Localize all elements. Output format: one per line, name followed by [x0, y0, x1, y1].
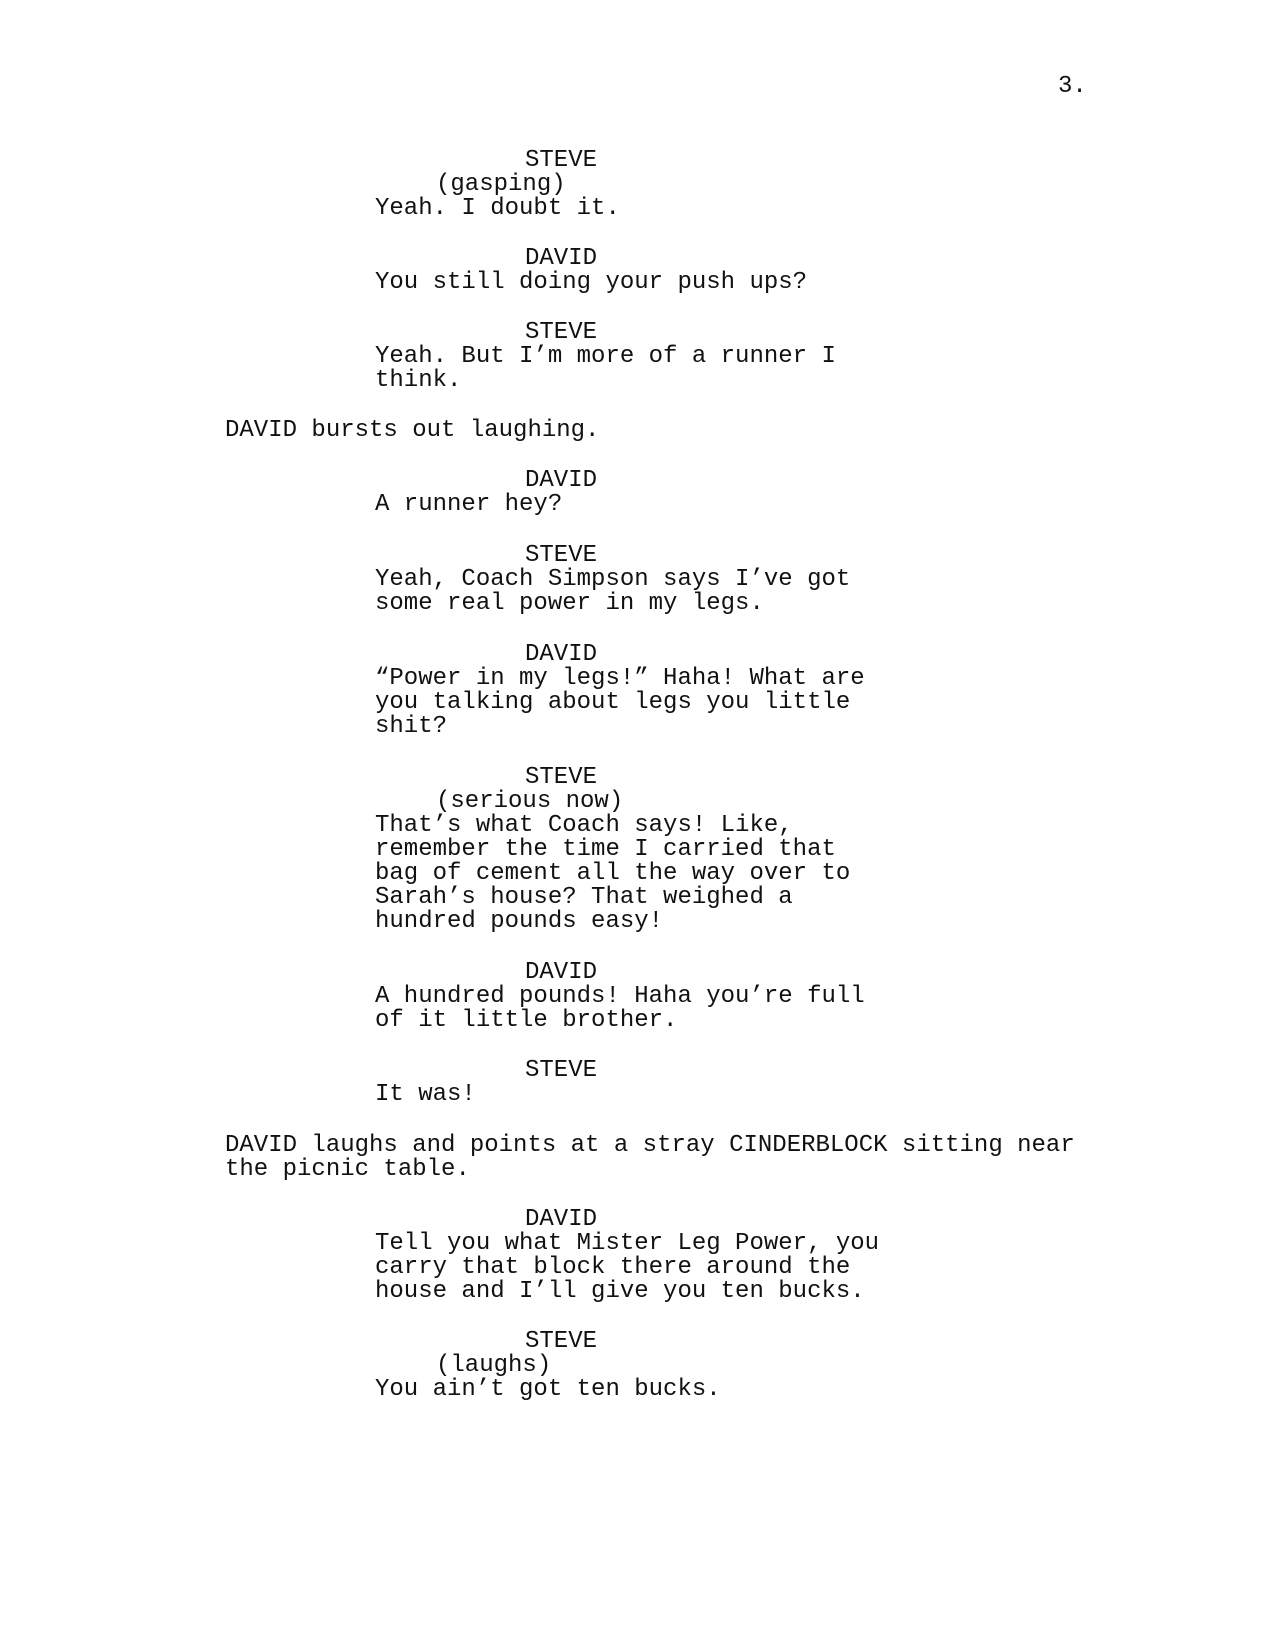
character-name: STEVE [525, 764, 598, 791]
page-number: 3. [1058, 73, 1087, 100]
character-name: STEVE [525, 542, 598, 569]
dialogue-line: bag of cement all the way over to [375, 860, 851, 887]
dialogue-line: Yeah, Coach Simpson says I’ve got [375, 566, 851, 593]
dialogue-line: you talking about legs you little [375, 689, 851, 716]
character-name: DAVID [525, 641, 598, 668]
dialogue-line: carry that block there around the [375, 1254, 851, 1281]
dialogue-line: think. [375, 367, 462, 394]
dialogue-line: A runner hey? [375, 491, 563, 518]
action-line: the picnic table. [225, 1156, 470, 1183]
character-name: STEVE [525, 1328, 598, 1355]
dialogue-line: house and I’ll give you ten bucks. [375, 1278, 865, 1305]
dialogue-line: shit? [375, 713, 448, 740]
character-name: STEVE [525, 319, 598, 346]
dialogue-line: It was! [375, 1081, 476, 1108]
action-line: DAVID laughs and points at a stray CINDERBLOCK sitting near [225, 1132, 1075, 1159]
dialogue-line: Yeah. I doubt it. [375, 195, 620, 222]
action-line: DAVID bursts out laughing. [225, 417, 600, 444]
dialogue-line: You ain’t got ten bucks. [375, 1376, 721, 1403]
parenthetical: (laughs) [436, 1352, 552, 1379]
dialogue-line: of it little brother. [375, 1007, 678, 1034]
parenthetical: (serious now) [436, 788, 624, 815]
parenthetical: (gasping) [436, 171, 566, 198]
dialogue-line: Tell you what Mister Leg Power, you [375, 1230, 880, 1257]
character-name: STEVE [525, 1057, 598, 1084]
dialogue-line: A hundred pounds! Haha you’re full [375, 983, 865, 1010]
character-name: DAVID [525, 959, 598, 986]
dialogue-line: Yeah. But I’m more of a runner I [375, 343, 836, 370]
character-name: DAVID [525, 467, 598, 494]
character-name: DAVID [525, 1206, 598, 1233]
character-name: DAVID [525, 245, 598, 272]
dialogue-line: remember the time I carried that [375, 836, 836, 863]
dialogue-line: You still doing your push ups? [375, 269, 808, 296]
dialogue-line: hundred pounds easy! [375, 908, 664, 935]
dialogue-line: “Power in my legs!” Haha! What are [375, 665, 865, 692]
dialogue-line: some real power in my legs. [375, 590, 764, 617]
character-name: STEVE [525, 147, 598, 174]
dialogue-line: Sarah’s house? That weighed a [375, 884, 793, 911]
dialogue-line: That’s what Coach says! Like, [375, 812, 793, 839]
